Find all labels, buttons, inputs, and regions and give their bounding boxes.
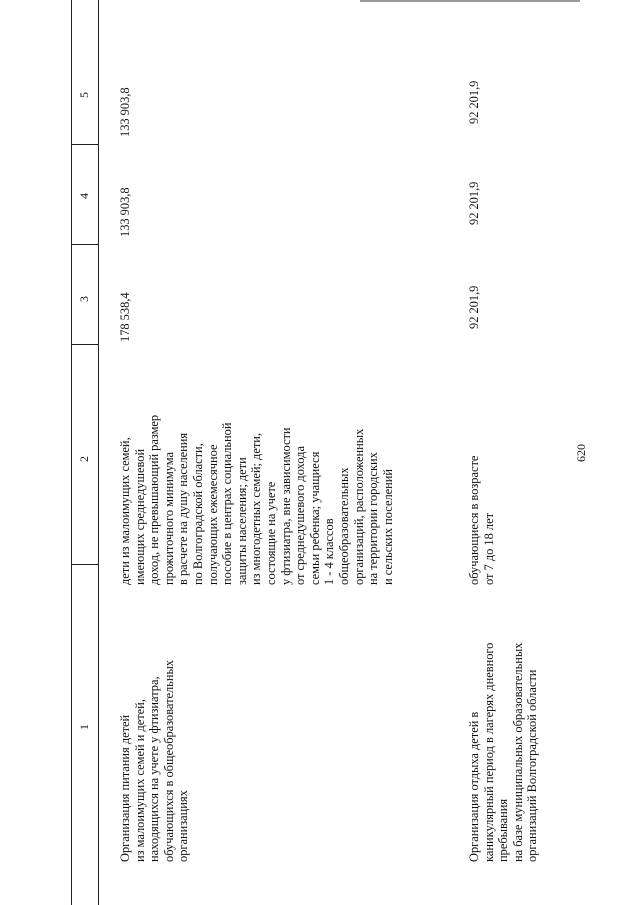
row-2-value-col5: 92 201,9 [467,80,481,124]
table-top-rule [71,0,72,905]
row-2-value-col3: 92 201,9 [467,285,481,329]
row-1-value-col5: 133 903,8 [118,87,132,137]
header-separator-3 [72,244,99,245]
row-1-service: Организация питания детей из малоимущих семей и детей, находящихся на учете у фтизиатра, обучающихся в общеобразовательных организациях [118,660,191,862]
row-2-recipients: обучающиеся в возрасте от 7 до 18 лет [467,455,496,585]
row-1-recipients: дети из малоимущих семей, имеющих среднедушевой доход, не превышающий размер прожиточного минимума в расчете на душу населения по Волгоградской области, получающих ежемесячное пособие в центрах социальной защиты населения; дети из многодетных семей; дети, состоящие на учете у фтизиатра, вне зависимости от среднедушевого дохода семьи ребенка; учащиеся 1 - 4 классов общеобразовательных организаций, расположенных на территории городских и сельских поселений [118,414,395,585]
row-2-service: Организация отдыха детей в каникулярный период в лагерях дневного пребывания на базе муниципальных образовательных организаций Волгоградской области [467,642,540,862]
row-1-value-col4: 133 903,8 [118,187,132,237]
header-col-4: 4 [77,193,91,199]
header-col-2: 2 [77,456,91,462]
header-bottom-rule [98,0,99,905]
page-number: 620 [574,444,588,462]
header-col-3: 3 [77,296,91,302]
row-1-value-col3: 178 538,4 [118,292,132,342]
header-separator-1 [72,564,99,565]
header-col-5: 5 [77,92,91,98]
header-col-1: 1 [77,724,91,730]
header-separator-2 [72,344,99,345]
header-separator-4 [72,144,99,145]
row-2-value-col4: 92 201,9 [467,181,481,225]
